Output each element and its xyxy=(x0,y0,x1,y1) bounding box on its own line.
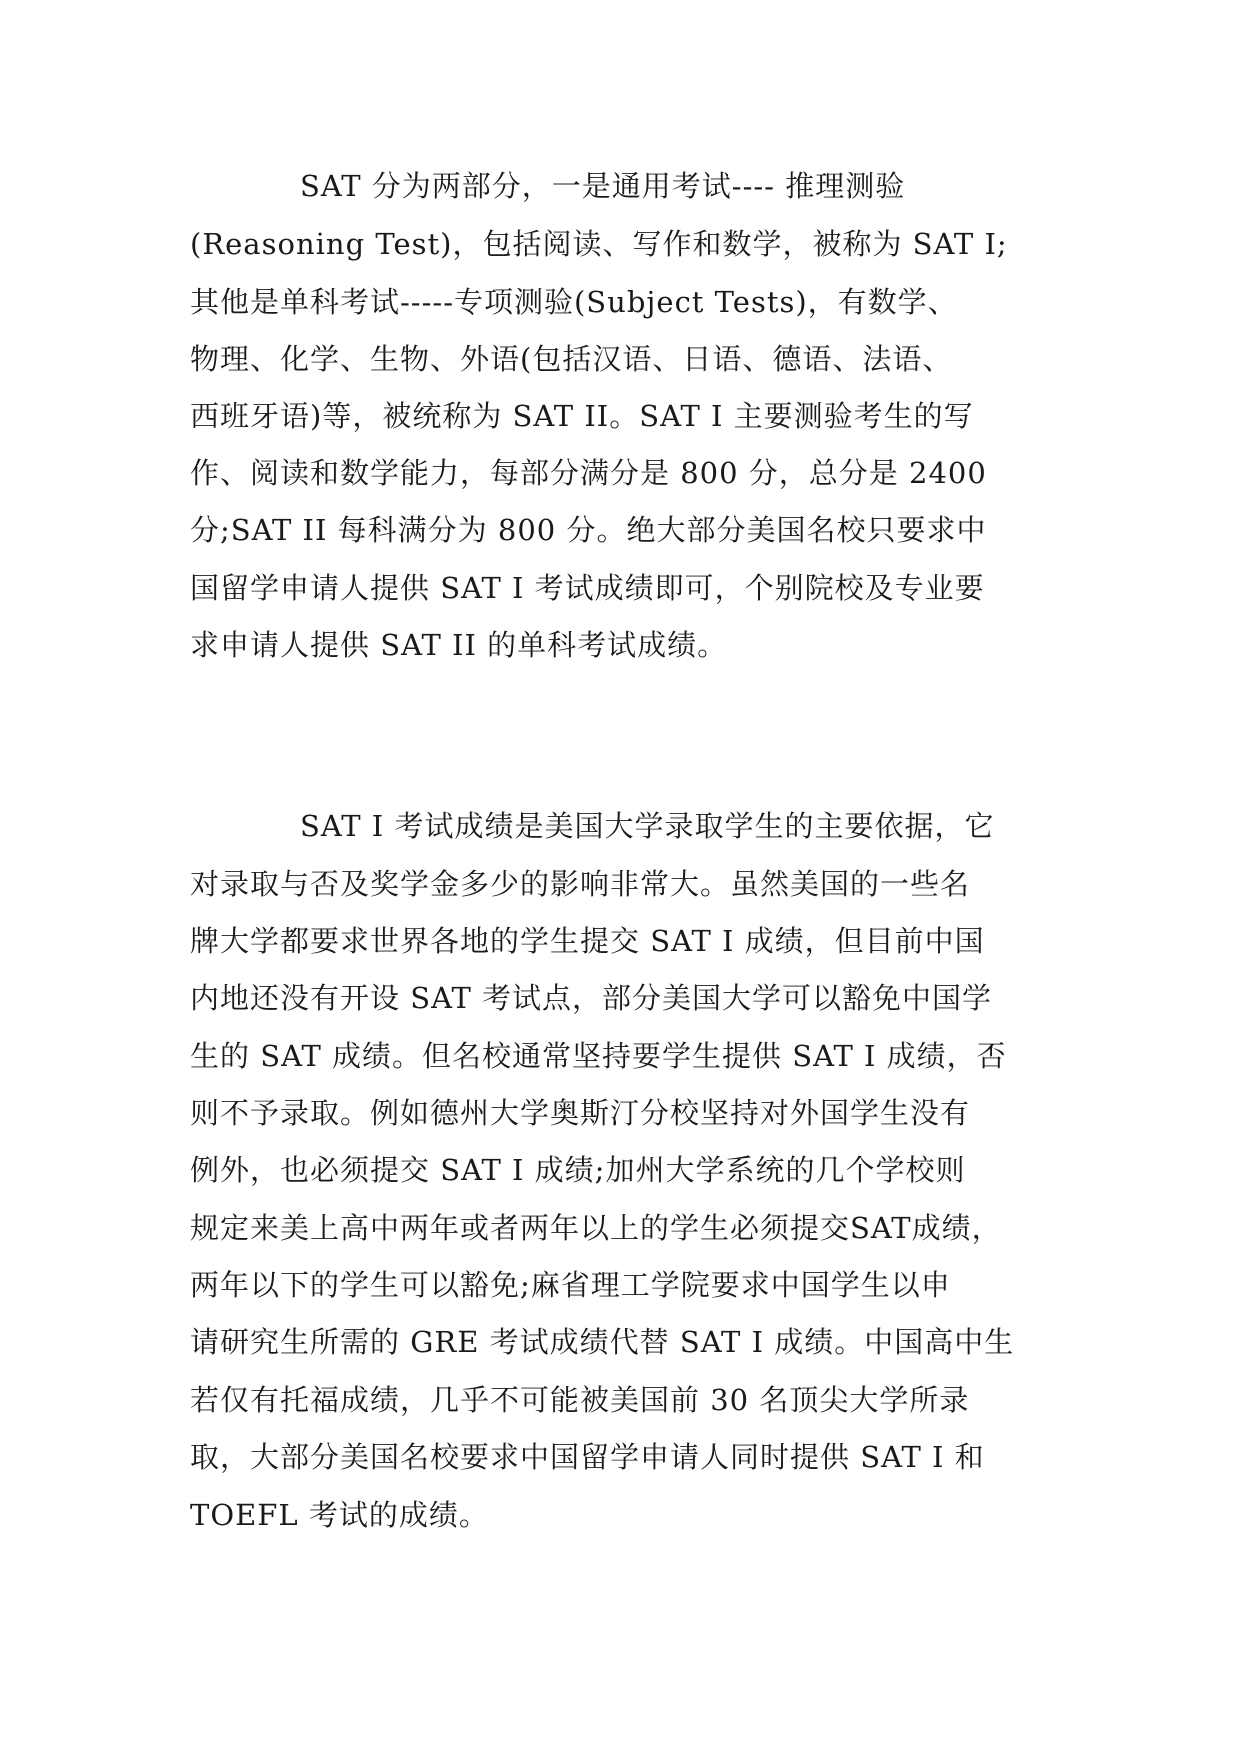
text-line: 取，大部分美国名校要求中国留学申请人同时提供 SAT I 和 xyxy=(190,1440,985,1474)
text-line: 牌大学都要求世界各地的学生提交 SAT I 成绩，但目前中国 xyxy=(190,924,985,958)
text-line: (Reasoning Test)，包括阅读、写作和数学，被称为 SAT I; xyxy=(190,227,1008,261)
text-line: 西班牙语)等，被统称为 SAT II。SAT I 主要测验考生的写 xyxy=(190,399,974,433)
text-line: 请研究生所需的 GRE 考试成绩代替 SAT I 成绩。中国高中生 xyxy=(190,1325,1015,1359)
text-line: 作、阅读和数学能力，每部分满分是 800 分，总分是 2400 xyxy=(190,456,987,490)
text-line: 生的 SAT 成绩。但名校通常坚持要学生提供 SAT I 成绩，否 xyxy=(190,1039,1007,1073)
text-line: 物理、化学、生物、外语(包括汉语、日语、德语、法语、 xyxy=(190,342,953,376)
text-line: 规定来美上高中两年或者两年以上的学生必须提交SAT成绩， xyxy=(190,1211,1002,1245)
text-line: SAT I 考试成绩是美国大学录取学生的主要依据，它 xyxy=(300,809,995,843)
text-line: 内地还没有开设 SAT 考试点，部分美国大学可以豁免中国学 xyxy=(190,981,993,1015)
text-line: TOEFL 考试的成绩。 xyxy=(190,1498,489,1532)
text-line: 两年以下的学生可以豁免;麻省理工学院要求中国学生以申 xyxy=(190,1268,951,1302)
text-line: 若仅有托福成绩，几乎不可能被美国前 30 名顶尖大学所录 xyxy=(190,1383,970,1417)
text-line: 国留学申请人提供 SAT I 考试成绩即可，个别院校及专业要 xyxy=(190,571,985,605)
text-line: 例外，也必须提交 SAT I 成绩;加州大学系统的几个学校则 xyxy=(190,1153,966,1187)
text-line: SAT 分为两部分，一是通用考试---- 推理测验 xyxy=(300,169,906,203)
text-line: 则不予录取。例如德州大学奥斯汀分校坚持对外国学生没有 xyxy=(190,1096,971,1130)
text-line: 对录取与否及奖学金多少的影响非常大。虽然美国的一些名 xyxy=(190,867,971,901)
text-line: 求申请人提供 SAT II 的单科考试成绩。 xyxy=(190,628,728,662)
text-line: 其他是单科考试-----专项测验(Subject Tests)，有数学、 xyxy=(190,285,958,319)
text-line: 分;SAT II 每科满分为 800 分。绝大部分美国名校只要求中 xyxy=(190,513,987,547)
